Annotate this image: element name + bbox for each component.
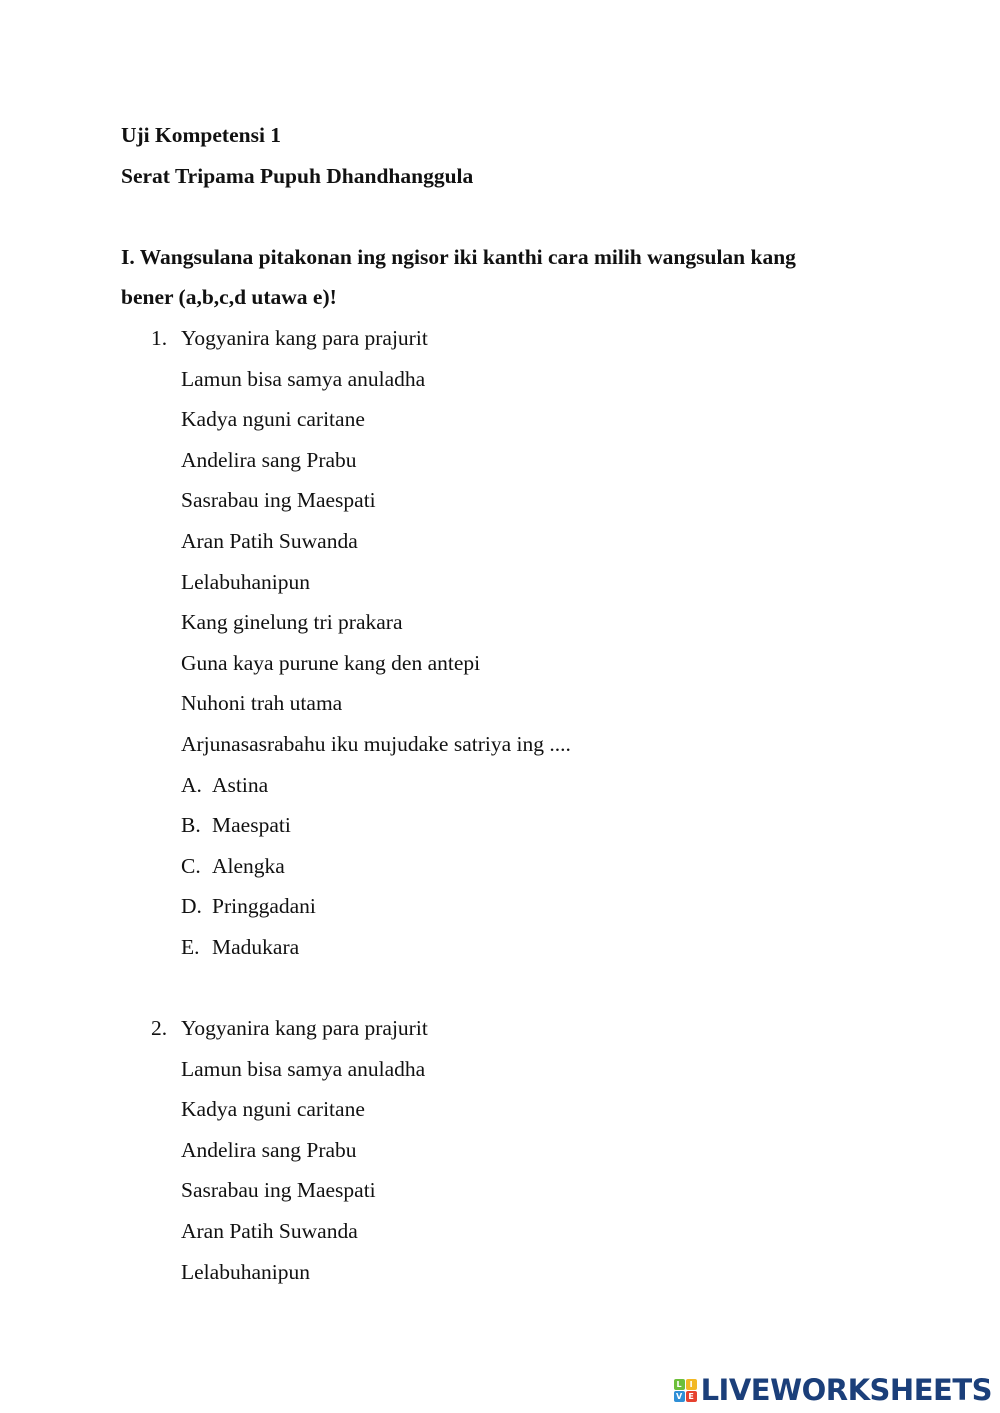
verse-line: Yogyanira kang para prajurit — [181, 1016, 428, 1041]
verse-line: Andelira sang Prabu — [181, 447, 357, 472]
logo-tile: E — [686, 1391, 697, 1402]
answer-option[interactable] — [121, 886, 901, 927]
worksheet-title: Uji Kompetensi 1 — [121, 123, 282, 147]
verse-line: Nuhoni trah utama — [181, 691, 343, 716]
verse-line: Lelabuhanipun — [181, 1259, 310, 1284]
option-letter: A. — [181, 772, 202, 797]
question-item — [121, 318, 901, 968]
option-letter: E. — [181, 934, 200, 959]
verse-line: Lelabuhanipun — [181, 569, 310, 594]
answer-option[interactable] — [121, 765, 901, 806]
verse-line: Aran Patih Suwanda — [181, 1219, 358, 1244]
verse-line: Kadya nguni caritane — [181, 407, 365, 432]
verse-line: Sasrabau ing Maespati — [181, 1178, 376, 1203]
verse-line: Guna kaya purune kang den antepi — [181, 650, 481, 675]
worksheet-subtitle: Serat Tripama Pupuh Dhandhanggula — [121, 163, 474, 188]
liveworksheets-logo — [674, 1373, 992, 1407]
instruction-line-2: bener (a,b,c,d utawa e)! — [121, 285, 337, 310]
logo-tile: I — [686, 1379, 697, 1390]
option-text: Maespati — [212, 813, 291, 838]
logo-tile: L — [674, 1379, 685, 1390]
instruction-line-1: I. Wangsulana pitakonan ing ngisor iki kanthi cara milih wangsulan kang — [121, 244, 796, 269]
logo-text: LIVEWORKSHEETS — [700, 1373, 992, 1407]
verse-line: Kadya nguni caritane — [181, 1097, 365, 1122]
verse-line: Yogyanira kang para prajurit — [181, 325, 428, 350]
verse-line: Andelira sang Prabu — [181, 1137, 357, 1162]
option-letter: C. — [181, 853, 201, 878]
option-text: Alengka — [212, 853, 285, 878]
option-letter: B. — [181, 813, 201, 838]
logo-tile: V — [674, 1391, 685, 1402]
verse-line: Lamun bisa samya anuladha — [181, 366, 426, 391]
answer-option[interactable] — [121, 927, 901, 968]
answer-option[interactable] — [121, 805, 901, 846]
verse-line: Lamun bisa samya anuladha — [181, 1056, 426, 1081]
question-number: 1. — [151, 325, 168, 350]
question-item — [121, 1008, 901, 1292]
verse-line: Kang ginelung tri prakara — [181, 610, 403, 635]
option-text: Madukara — [212, 934, 300, 959]
question-list — [121, 318, 901, 1292]
worksheet-page — [121, 115, 901, 1292]
verse-line: Sasrabau ing Maespati — [181, 488, 376, 513]
verse-line: Aran Patih Suwanda — [181, 528, 358, 553]
question-number: 2. — [151, 1016, 168, 1041]
option-text: Astina — [212, 772, 269, 797]
question-prompt: Arjunasasrabahu iku mujudake satriya ing .... — [181, 731, 571, 756]
option-letter: D. — [181, 894, 202, 919]
logo-tiles-icon — [674, 1379, 697, 1402]
option-text: Pringgadani — [212, 894, 316, 919]
answer-option[interactable] — [121, 846, 901, 887]
